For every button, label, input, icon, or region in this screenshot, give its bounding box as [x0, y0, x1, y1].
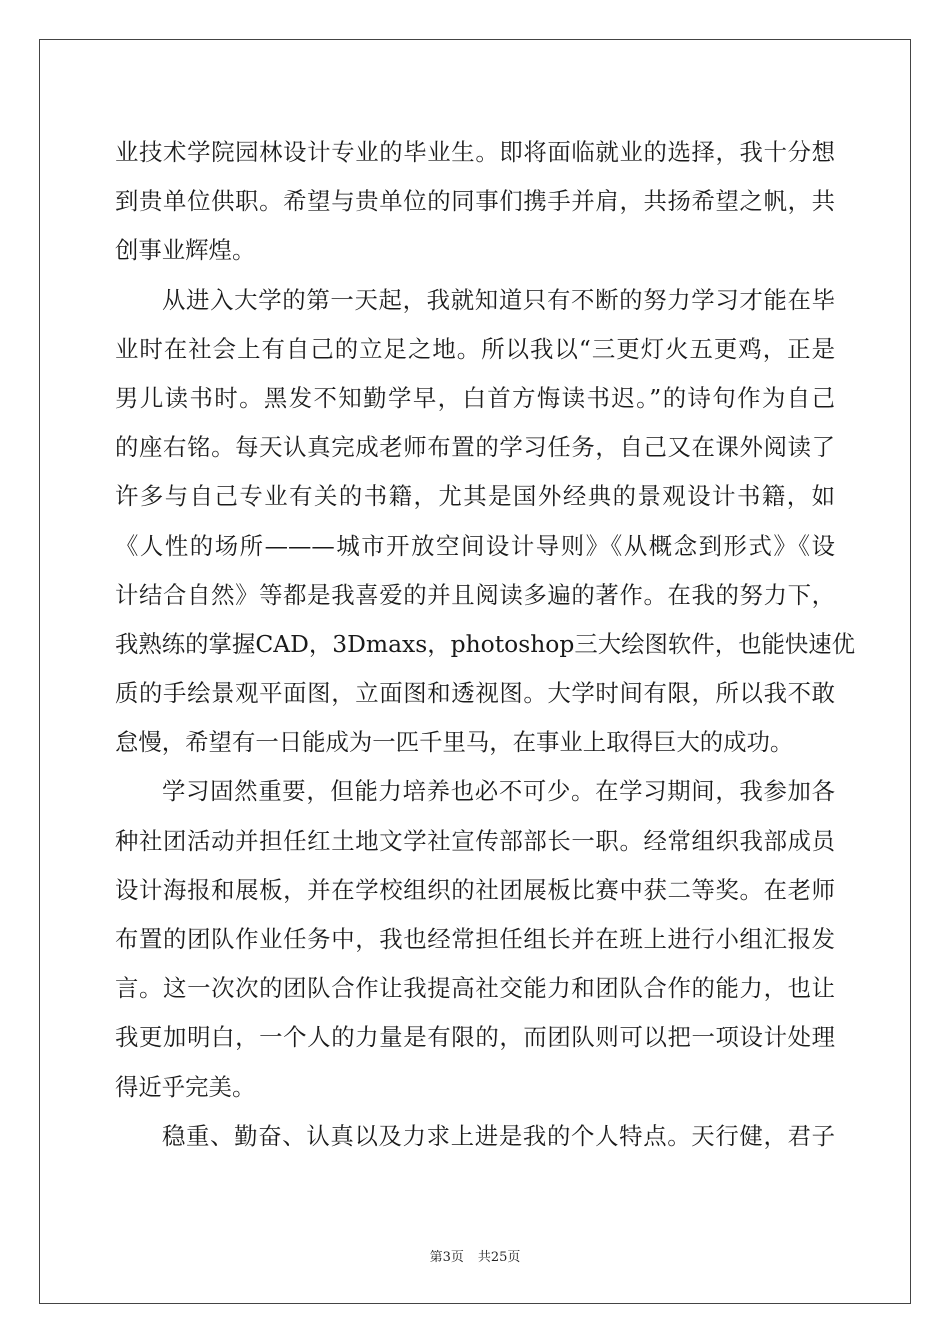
page-footer — [0, 1246, 950, 1265]
text-line: 怠慢，希望有一日能成为一匹千里马，在事业上取得巨大的成功。 — [115, 728, 794, 757]
text-line: 我更加明白，一个人的力量是有限的，而团队则可以把一项设计处理 — [115, 1023, 835, 1052]
text-line: 计结合自然》等都是我喜爱的并且阅读多遍的著作。在我的努力下， — [115, 580, 835, 609]
text-line: 布置的团队作业任务中，我也经常担任组长并在班上进行小组汇报发 — [115, 925, 835, 953]
text-line: 《人性的场所———城市开放空间设计导则》《从概念到形式》《设 — [115, 531, 835, 560]
text-line: 许多与自己专业有关的书籍，尤其是国外经典的景观设计书籍，如 — [115, 482, 835, 511]
text-line: 从进入大学的第一天起，我就知道只有不断的努力学习才能在毕 — [162, 285, 835, 314]
text-line: 的座右铭。每天认真完成老师布置的学习任务，自己又在课外阅读了 — [115, 433, 835, 462]
text-line: 设计海报和展板，并在学校组织的社团展板比赛中获二等奖。在老师 — [115, 875, 835, 904]
text-line: 稳重、勤奋、认真以及力求上进是我的个人特点。天行健，君子 — [162, 1121, 835, 1150]
text-line: 业时在社会上有自己的立足之地。所以我以“三更灯火五更鸡，正是 — [115, 334, 835, 363]
text-line: 种社团活动并担任红土地文学社宣传部部长一职。经常组织我部成员 — [115, 826, 835, 855]
page-number: 第3页 — [429, 1250, 464, 1265]
text-line: 我熟练的掌握CAD，3Dmaxs，photoshop三大绘图软件，也能快速优 — [115, 629, 856, 658]
text-line: 言。这一次次的团队合作让我提高社交能力和团队合作的能力，也让 — [115, 974, 835, 1003]
text-line: 质的手绘景观平面图，立面图和透视图。大学时间有限，所以我不敢 — [115, 679, 835, 708]
page-total: 共25页 — [477, 1250, 521, 1265]
text-line: 到贵单位供职。希望与贵单位的同事们携手并肩，共扬希望之帆，共 — [115, 187, 835, 216]
text-line: 男儿读书时。黑发不知勤学早，白首方悔读书迟。”的诗句作为自己 — [115, 383, 835, 412]
text-line: 学习固然重要，但能力培养也必不可少。在学习期间，我参加各 — [162, 777, 835, 806]
text-line: 创事业辉煌。 — [115, 236, 256, 265]
text-line: 得近乎完美。 — [115, 1072, 256, 1101]
text-line: 业技术学院园林设计专业的毕业生。即将面临就业的选择，我十分想 — [115, 138, 835, 166]
document-body — [115, 128, 856, 1161]
